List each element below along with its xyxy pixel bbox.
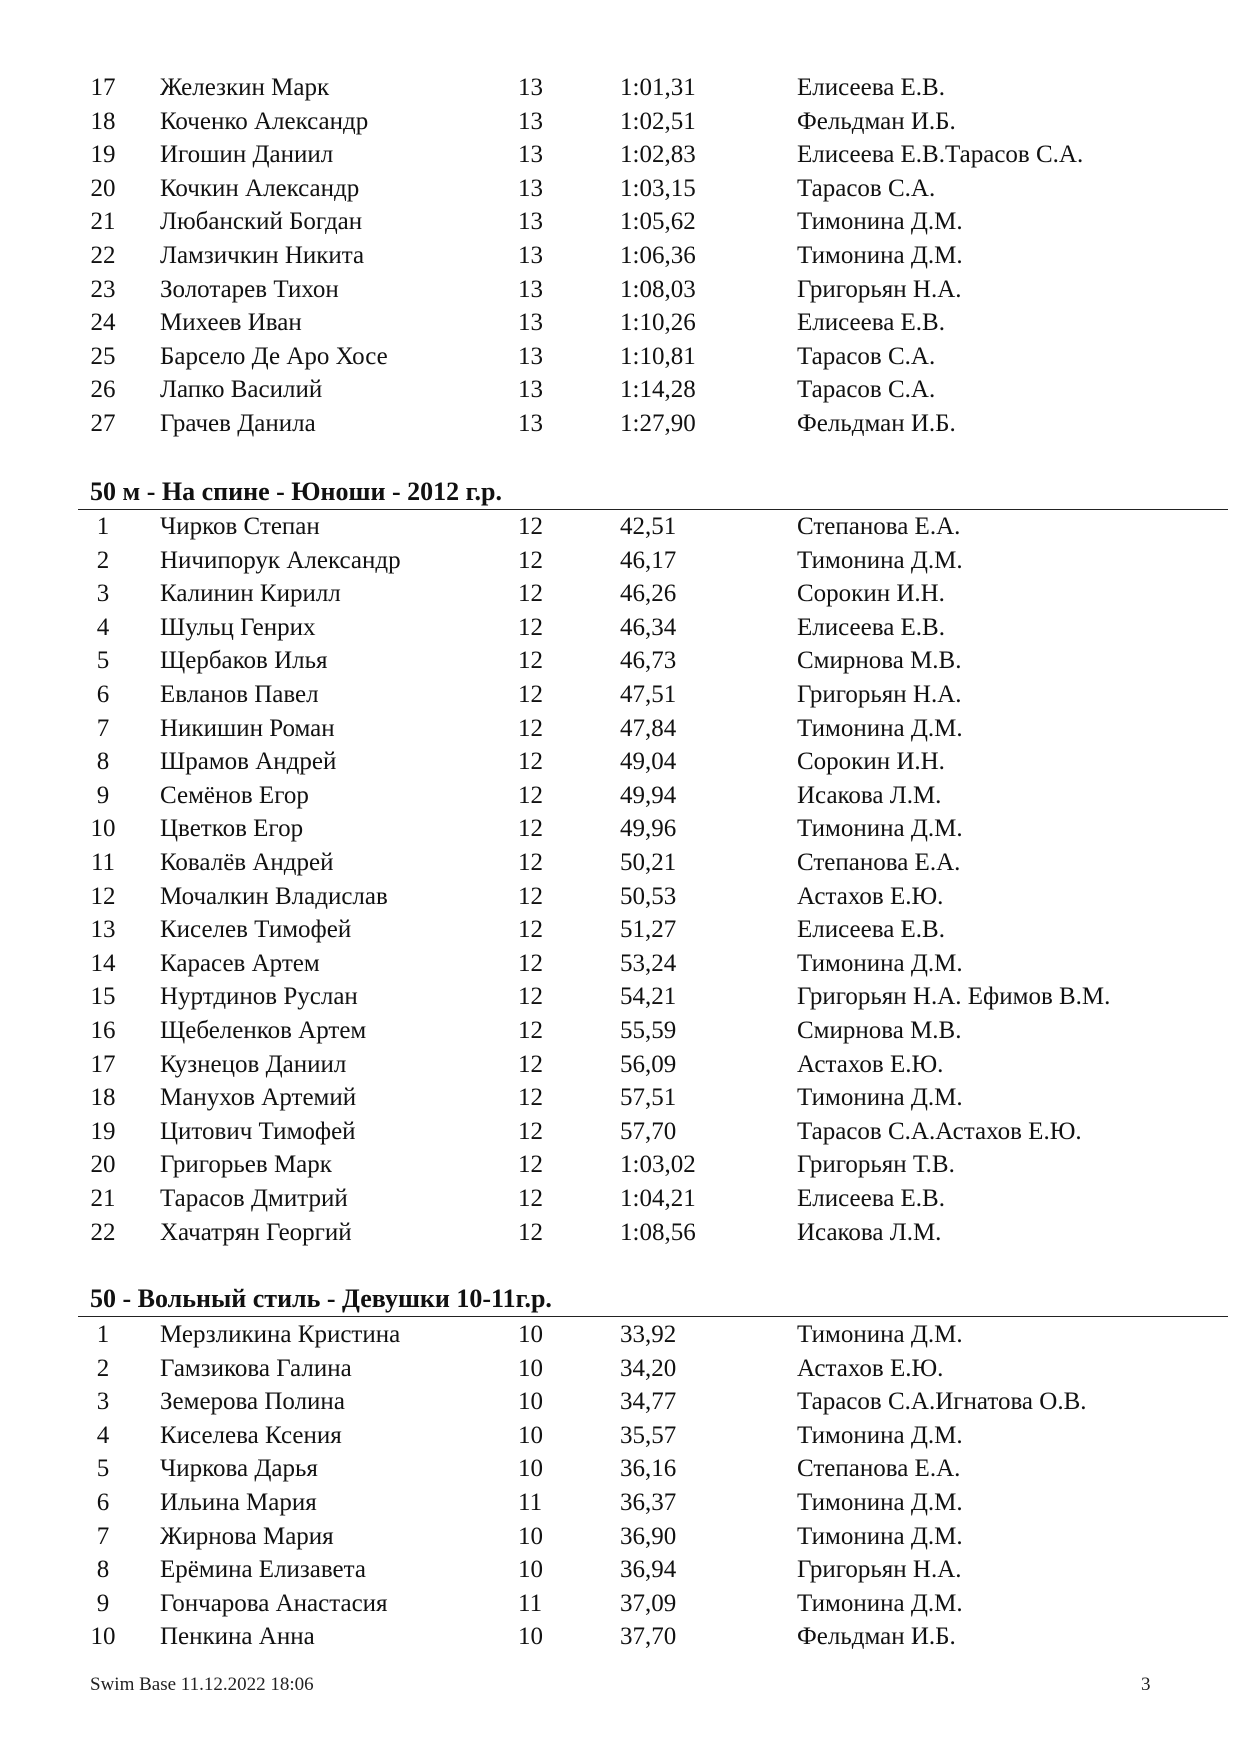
birth-year-cell: 10 xyxy=(518,1522,543,1550)
coach-cell: Сорокин И.Н. xyxy=(797,580,945,608)
birth-year-cell: 12 xyxy=(518,815,543,843)
time-cell: 36,16 xyxy=(620,1455,677,1483)
time-cell: 46,17 xyxy=(620,546,677,574)
birth-year-cell: 12 xyxy=(518,714,543,742)
birth-year-cell: 12 xyxy=(518,1050,543,1078)
time-cell: 1:10,26 xyxy=(620,309,696,337)
table-row xyxy=(0,1419,1241,1453)
coach-cell: Тимонина Д.М. xyxy=(797,714,963,742)
athlete-name-cell: Щербаков Илья xyxy=(160,647,328,675)
athlete-name-cell: Цветков Егор xyxy=(160,815,304,843)
athlete-name-cell: Земерова Полина xyxy=(160,1388,345,1416)
birth-year-cell: 12 xyxy=(518,949,543,977)
athlete-name-cell: Щебеленков Артем xyxy=(160,1017,367,1044)
place-cell: 21 xyxy=(90,1185,116,1212)
coach-cell: Тимонина Д.М. xyxy=(797,1489,963,1516)
table-row xyxy=(0,644,1241,678)
coach-cell: Григорьян Н.А. xyxy=(797,1556,962,1584)
time-cell: 1:05,62 xyxy=(620,208,696,236)
coach-cell: Григорьян Н.А. xyxy=(797,681,962,708)
time-cell: 1:08,56 xyxy=(620,1218,696,1246)
place-cell: 3 xyxy=(96,1388,110,1416)
place-cell: 9 xyxy=(96,1589,110,1617)
table-row xyxy=(0,1486,1241,1520)
time-cell: 47,84 xyxy=(620,714,677,742)
athlete-name-cell: Мерзликина Кристина xyxy=(160,1321,401,1348)
place-cell: 9 xyxy=(96,781,110,809)
time-cell: 57,70 xyxy=(620,1117,677,1145)
place-cell: 23 xyxy=(90,275,116,303)
place-cell: 26 xyxy=(90,376,116,404)
table-row xyxy=(0,105,1241,139)
time-cell: 49,96 xyxy=(620,815,677,843)
time-cell: 36,94 xyxy=(620,1556,677,1584)
athlete-name-cell: Шульц Генрих xyxy=(160,613,316,641)
birth-year-cell: 12 xyxy=(518,1017,543,1044)
place-cell: 4 xyxy=(96,613,110,641)
birth-year-cell: 12 xyxy=(518,1185,543,1212)
page-number: 3 xyxy=(1141,1674,1151,1695)
birth-year-cell: 12 xyxy=(518,647,543,675)
time-cell: 1:01,31 xyxy=(620,74,696,101)
coach-cell: Тимонина Д.М. xyxy=(797,1084,963,1112)
athlete-name-cell: Хачатрян Георгий xyxy=(160,1218,352,1246)
coach-cell: Фельдман И.Б. xyxy=(797,1623,956,1651)
table-row xyxy=(0,712,1241,746)
athlete-name-cell: Мочалкин Владислав xyxy=(160,882,388,910)
time-cell: 1:10,81 xyxy=(620,342,696,370)
athlete-name-cell: Никишин Роман xyxy=(160,714,335,742)
athlete-name-cell: Кузнецов Даниил xyxy=(160,1050,347,1078)
place-cell: 1 xyxy=(96,1321,110,1348)
athlete-name-cell: Грачев Данила xyxy=(160,410,316,437)
birth-year-cell: 13 xyxy=(518,275,543,303)
coach-cell: Тимонина Д.М. xyxy=(797,1522,963,1550)
time-cell: 1:03,02 xyxy=(620,1151,696,1179)
table-row xyxy=(0,1216,1241,1250)
athlete-name-cell: Золотарев Тихон xyxy=(160,275,339,303)
table-row xyxy=(0,172,1241,206)
place-cell: 4 xyxy=(96,1421,110,1449)
place-cell: 8 xyxy=(96,748,110,776)
place-cell: 24 xyxy=(90,309,116,337)
time-cell: 46,73 xyxy=(620,647,677,675)
coach-cell: Тарасов С.А. xyxy=(797,174,936,202)
birth-year-cell: 10 xyxy=(518,1354,543,1382)
place-cell: 5 xyxy=(96,647,110,675)
birth-year-cell: 12 xyxy=(518,748,543,776)
athlete-name-cell: Ламзичкин Никита xyxy=(160,242,365,269)
coach-cell: Тимонина Д.М. xyxy=(797,1421,963,1449)
coach-cell: Елисеева Е.В. xyxy=(797,613,945,641)
table-row xyxy=(0,1385,1241,1419)
table-row xyxy=(0,1048,1241,1082)
table-row xyxy=(0,1014,1241,1048)
coach-cell: Тарасов С.А.Игнатова О.В. xyxy=(797,1388,1087,1416)
place-cell: 18 xyxy=(90,107,116,135)
time-cell: 46,34 xyxy=(620,613,677,641)
coach-cell: Тимонина Д.М. xyxy=(797,208,963,236)
birth-year-cell: 12 xyxy=(518,882,543,910)
place-cell: 10 xyxy=(90,1623,116,1651)
birth-year-cell: 11 xyxy=(518,1489,543,1516)
coach-cell: Смирнова М.В. xyxy=(797,1017,962,1044)
place-cell: 22 xyxy=(90,1218,116,1246)
coach-cell: Тимонина Д.М. xyxy=(797,949,963,977)
time-cell: 50,53 xyxy=(620,882,677,910)
athlete-name-cell: Чирков Степан xyxy=(160,513,320,540)
table-row xyxy=(0,1182,1241,1216)
table-row xyxy=(0,340,1241,374)
coach-cell: Григорьян Н.А. Ефимов В.М. xyxy=(797,983,1111,1011)
time-cell: 49,04 xyxy=(620,748,677,776)
place-cell: 18 xyxy=(90,1084,116,1112)
place-cell: 2 xyxy=(96,546,110,574)
place-cell: 3 xyxy=(96,580,110,608)
athlete-name-cell: Семёнов Егор xyxy=(160,781,309,809)
athlete-name-cell: Гамзикова Галина xyxy=(160,1354,352,1382)
section-divider xyxy=(78,1316,1228,1317)
footer-source: Swim Base 11.12.2022 18:06 xyxy=(90,1674,314,1695)
coach-cell: Степанова Е.А. xyxy=(797,1455,961,1483)
birth-year-cell: 12 xyxy=(518,983,543,1011)
place-cell: 5 xyxy=(96,1455,110,1483)
athlete-name-cell: Коченко Александр xyxy=(160,107,369,135)
coach-cell: Григорьян Т.В. xyxy=(797,1151,955,1179)
table-row xyxy=(0,407,1241,441)
birth-year-cell: 13 xyxy=(518,242,543,269)
birth-year-cell: 10 xyxy=(518,1421,543,1449)
birth-year-cell: 11 xyxy=(518,1589,543,1617)
athlete-name-cell: Лапко Василий xyxy=(160,376,323,404)
birth-year-cell: 12 xyxy=(518,513,543,540)
place-cell: 15 xyxy=(90,983,116,1011)
place-cell: 27 xyxy=(90,410,116,437)
table-row xyxy=(0,1620,1241,1654)
table-row xyxy=(0,880,1241,914)
athlete-name-cell: Калинин Кирилл xyxy=(160,580,341,608)
coach-cell: Елисеева Е.В. xyxy=(797,74,945,101)
athlete-name-cell: Чиркова Дарья xyxy=(160,1455,318,1483)
athlete-name-cell: Ильина Мария xyxy=(160,1489,317,1516)
birth-year-cell: 12 xyxy=(518,916,543,944)
time-cell: 56,09 xyxy=(620,1050,677,1078)
athlete-name-cell: Пенкина Анна xyxy=(160,1623,315,1651)
athlete-name-cell: Жирнова Мария xyxy=(160,1522,334,1550)
birth-year-cell: 13 xyxy=(518,309,543,337)
birth-year-cell: 12 xyxy=(518,1151,543,1179)
table-row xyxy=(0,846,1241,880)
athlete-name-cell: Евланов Павел xyxy=(160,681,319,708)
birth-year-cell: 10 xyxy=(518,1556,543,1584)
place-cell: 12 xyxy=(90,882,116,910)
time-cell: 1:02,83 xyxy=(620,141,696,169)
time-cell: 49,94 xyxy=(620,781,677,809)
place-cell: 7 xyxy=(96,1522,110,1550)
time-cell: 42,51 xyxy=(620,513,677,540)
table-row xyxy=(0,544,1241,578)
time-cell: 1:02,51 xyxy=(620,107,696,135)
coach-cell: Тимонина Д.М. xyxy=(797,242,963,269)
table-row xyxy=(0,611,1241,645)
place-cell: 16 xyxy=(90,1017,116,1044)
birth-year-cell: 13 xyxy=(518,342,543,370)
table-row xyxy=(0,1115,1241,1149)
coach-cell: Фельдман И.Б. xyxy=(797,107,956,135)
time-cell: 1:04,21 xyxy=(620,1185,696,1212)
birth-year-cell: 12 xyxy=(518,1117,543,1145)
table-row xyxy=(0,745,1241,779)
time-cell: 33,92 xyxy=(620,1321,677,1348)
birth-year-cell: 13 xyxy=(518,174,543,202)
athlete-name-cell: Ковалёв Андрей xyxy=(160,849,334,876)
birth-year-cell: 10 xyxy=(518,1388,543,1416)
time-cell: 1:14,28 xyxy=(620,376,696,404)
birth-year-cell: 12 xyxy=(518,1218,543,1246)
table-row xyxy=(0,1553,1241,1587)
coach-cell: Степанова Е.А. xyxy=(797,849,961,876)
athlete-name-cell: Гончарова Анастасия xyxy=(160,1589,388,1617)
coach-cell: Елисеева Е.В.Тарасов С.А. xyxy=(797,141,1084,169)
birth-year-cell: 13 xyxy=(518,74,543,101)
birth-year-cell: 13 xyxy=(518,208,543,236)
coach-cell: Елисеева Е.В. xyxy=(797,309,945,337)
place-cell: 7 xyxy=(96,714,110,742)
coach-cell: Елисеева Е.В. xyxy=(797,1185,945,1212)
table-row xyxy=(0,1587,1241,1621)
table-row xyxy=(0,373,1241,407)
time-cell: 53,24 xyxy=(620,949,677,977)
coach-cell: Смирнова М.В. xyxy=(797,647,962,675)
time-cell: 34,77 xyxy=(620,1388,677,1416)
place-cell: 19 xyxy=(90,141,116,169)
coach-cell: Тимонина Д.М. xyxy=(797,1321,963,1348)
table-row xyxy=(0,577,1241,611)
birth-year-cell: 12 xyxy=(518,613,543,641)
table-row xyxy=(0,1148,1241,1182)
athlete-name-cell: Тарасов Дмитрий xyxy=(160,1185,348,1212)
time-cell: 50,21 xyxy=(620,849,677,876)
time-cell: 36,37 xyxy=(620,1489,677,1516)
athlete-name-cell: Кочкин Александр xyxy=(160,174,360,202)
athlete-name-cell: Железкин Марк xyxy=(160,74,330,101)
birth-year-cell: 10 xyxy=(518,1455,543,1483)
athlete-name-cell: Шрамов Андрей xyxy=(160,748,337,776)
coach-cell: Исакова Л.М. xyxy=(797,1218,942,1246)
athlete-name-cell: Ничипорук Александр xyxy=(160,546,401,574)
athlete-name-cell: Григорьев Марк xyxy=(160,1151,332,1179)
birth-year-cell: 12 xyxy=(518,580,543,608)
coach-cell: Тимонина Д.М. xyxy=(797,546,963,574)
place-cell: 19 xyxy=(90,1117,116,1145)
place-cell: 25 xyxy=(90,342,116,370)
table-row xyxy=(0,947,1241,981)
place-cell: 6 xyxy=(96,1489,110,1516)
birth-year-cell: 10 xyxy=(518,1623,543,1651)
time-cell: 54,21 xyxy=(620,983,677,1011)
birth-year-cell: 12 xyxy=(518,546,543,574)
athlete-name-cell: Любанский Богдан xyxy=(160,208,363,236)
athlete-name-cell: Нуртдинов Руслан xyxy=(160,983,358,1011)
place-cell: 22 xyxy=(90,242,116,269)
table-row xyxy=(0,306,1241,340)
table-row xyxy=(0,205,1241,239)
time-cell: 34,20 xyxy=(620,1354,677,1382)
time-cell: 37,09 xyxy=(620,1589,677,1617)
time-cell: 1:06,36 xyxy=(620,242,696,269)
coach-cell: Тимонина Д.М. xyxy=(797,1589,963,1617)
coach-cell: Сорокин И.Н. xyxy=(797,748,945,776)
coach-cell: Астахов Е.Ю. xyxy=(797,1354,944,1382)
table-row xyxy=(0,980,1241,1014)
athlete-name-cell: Цитович Тимофей xyxy=(160,1117,356,1145)
place-cell: 1 xyxy=(96,513,110,540)
athlete-name-cell: Игошин Даниил xyxy=(160,141,334,169)
place-cell: 8 xyxy=(96,1556,110,1584)
table-row xyxy=(0,1452,1241,1486)
time-cell: 51,27 xyxy=(620,916,677,944)
athlete-name-cell: Михеев Иван xyxy=(160,309,302,337)
place-cell: 10 xyxy=(90,815,116,843)
place-cell: 14 xyxy=(90,949,116,977)
table-row xyxy=(0,1520,1241,1554)
place-cell: 6 xyxy=(96,681,110,708)
table-row xyxy=(0,1081,1241,1115)
place-cell: 13 xyxy=(90,916,116,944)
section-title-freestyle: 50 - Вольный стиль - Девушки 10-11г.р. xyxy=(90,1284,552,1313)
coach-cell: Григорьян Н.А. xyxy=(797,275,962,303)
birth-year-cell: 13 xyxy=(518,410,543,437)
place-cell: 20 xyxy=(90,1151,116,1179)
coach-cell: Астахов Е.Ю. xyxy=(797,882,944,910)
athlete-name-cell: Киселева Ксения xyxy=(160,1421,342,1449)
table-row xyxy=(0,1318,1241,1352)
coach-cell: Тарасов С.А. xyxy=(797,376,936,404)
place-cell: 17 xyxy=(90,74,116,101)
birth-year-cell: 13 xyxy=(518,141,543,169)
time-cell: 35,57 xyxy=(620,1421,677,1449)
coach-cell: Степанова Е.А. xyxy=(797,513,961,540)
time-cell: 55,59 xyxy=(620,1017,677,1044)
table-row xyxy=(0,273,1241,307)
place-cell: 11 xyxy=(90,849,116,876)
birth-year-cell: 13 xyxy=(518,376,543,404)
table-row xyxy=(0,1352,1241,1386)
section-title-backstroke: 50 м - На спине - Юноши - 2012 г.р. xyxy=(90,477,502,506)
birth-year-cell: 10 xyxy=(518,1321,543,1348)
table-row xyxy=(0,138,1241,172)
birth-year-cell: 13 xyxy=(518,107,543,135)
coach-cell: Исакова Л.М. xyxy=(797,781,942,809)
birth-year-cell: 12 xyxy=(518,1084,543,1112)
time-cell: 36,90 xyxy=(620,1522,677,1550)
table-row xyxy=(0,779,1241,813)
athlete-name-cell: Барсело Де Аро Хосе xyxy=(160,342,388,370)
time-cell: 47,51 xyxy=(620,681,677,708)
table-row xyxy=(0,913,1241,947)
time-cell: 1:08,03 xyxy=(620,275,696,303)
time-cell: 1:03,15 xyxy=(620,174,696,202)
coach-cell: Тимонина Д.М. xyxy=(797,815,963,843)
athlete-name-cell: Киселев Тимофей xyxy=(160,916,352,944)
athlete-name-cell: Ерёмина Елизавета xyxy=(160,1556,366,1584)
place-cell: 21 xyxy=(90,208,116,236)
table-row xyxy=(0,71,1241,105)
table-row xyxy=(0,678,1241,712)
birth-year-cell: 12 xyxy=(518,781,543,809)
place-cell: 17 xyxy=(90,1050,116,1078)
athlete-name-cell: Манухов Артемий xyxy=(160,1084,357,1112)
time-cell: 46,26 xyxy=(620,580,677,608)
coach-cell: Фельдман И.Б. xyxy=(797,410,956,437)
time-cell: 1:27,90 xyxy=(620,410,696,437)
athlete-name-cell: Карасев Артем xyxy=(160,949,320,977)
coach-cell: Елисеева Е.В. xyxy=(797,916,945,944)
table-row xyxy=(0,812,1241,846)
birth-year-cell: 12 xyxy=(518,849,543,876)
table-row xyxy=(0,510,1241,544)
coach-cell: Тарасов С.А.Астахов Е.Ю. xyxy=(797,1117,1082,1145)
table-row xyxy=(0,239,1241,273)
place-cell: 20 xyxy=(90,174,116,202)
place-cell: 2 xyxy=(96,1354,110,1382)
coach-cell: Тарасов С.А. xyxy=(797,342,936,370)
time-cell: 37,70 xyxy=(620,1623,677,1651)
coach-cell: Астахов Е.Ю. xyxy=(797,1050,944,1078)
time-cell: 57,51 xyxy=(620,1084,677,1112)
birth-year-cell: 12 xyxy=(518,681,543,708)
